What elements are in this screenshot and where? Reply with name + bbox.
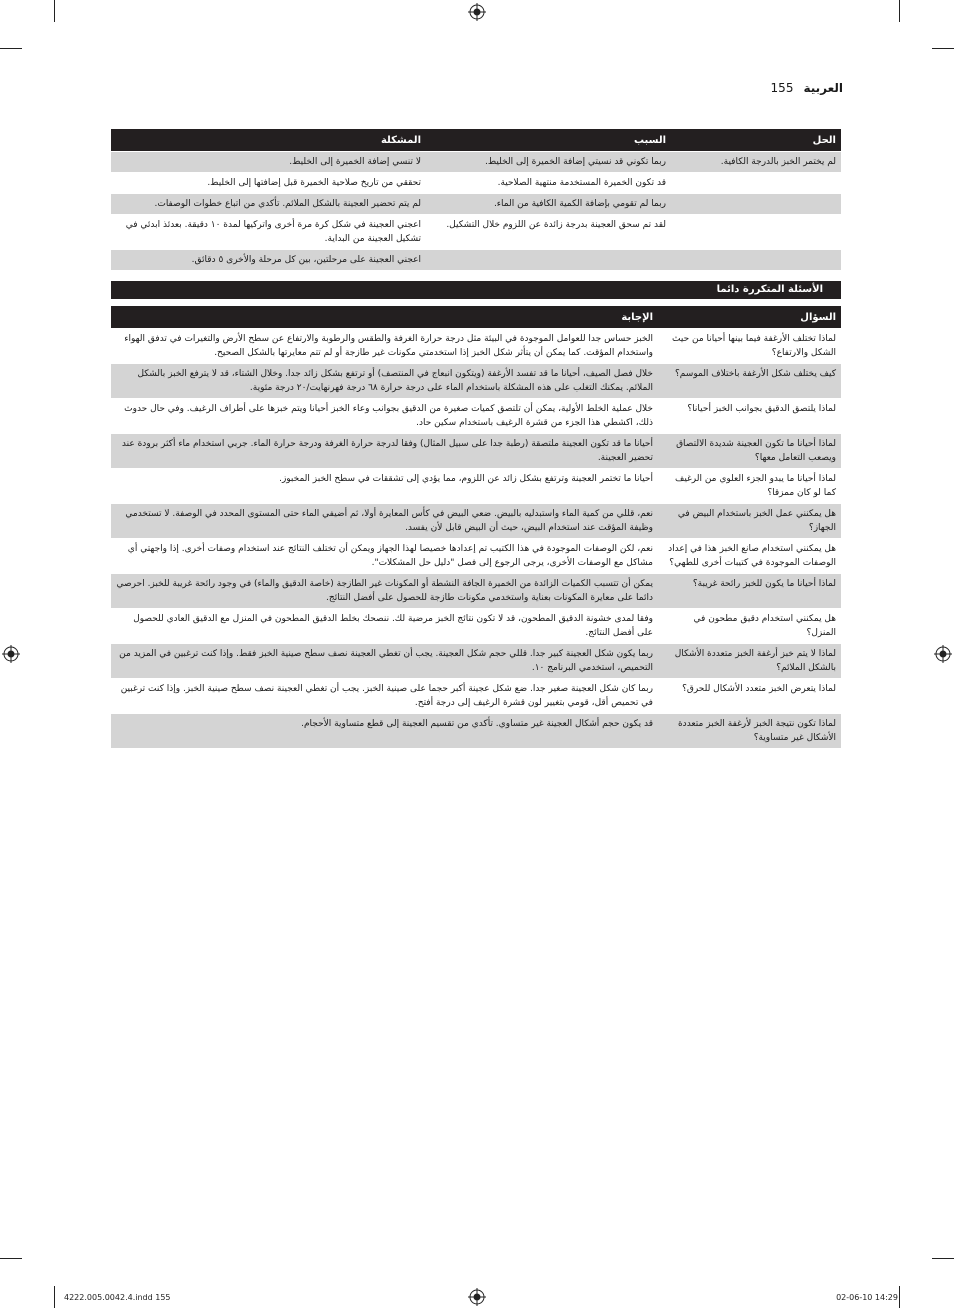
table-cell [671, 173, 841, 194]
faq-answer: ربما كان شكل العجينة صغير جدا. ضع شكل عجينة أكبر حجما على صينية الخبز. يجب أن تغطي العجينة نصف سطح صينية الخبز. وإذا كنت ترغبين في تحميص أقل، قومي بتغيير لون قشرة الرغيف إلى درجة أفتح. [111, 679, 658, 714]
table-cell [426, 250, 671, 271]
faq-question: لماذا لا يتم خبز أرغفة الخبز متعددة الأشكال بالشكل الملائم؟ [658, 644, 841, 679]
troubleshooting-table [111, 129, 841, 270]
crop-mark [54, 0, 55, 22]
crop-mark [932, 48, 954, 49]
column-header-cause: السبب [426, 129, 671, 152]
faq-answer: خلال فصل الصيف، أحيانا ما قد تفسد الأرغفة (ويتكون انبعاج في المنتصف) أو ترتفع بشكل زائد جدا. وخلال الشتاء، قد لا يترفع الخبز بالشكل الملائم. يمكنك التغلب على هذه المشكلة باستخدام الماء على درجة حرارة ٦٨ درجة فهرنهايت/٢٠ درجة مئوية. [111, 364, 658, 399]
table-cell: قد تكون الخميرة المستخدمة منتهية الصلاحية. [426, 173, 671, 194]
faq-question: هل يمكنني استخدام صانع الخبز هذا في إعداد الوصفات الموجودة في كتيبات أخرى للطهي؟ [658, 539, 841, 574]
table-cell [671, 250, 841, 271]
faq-question: لماذا يلتصق الدقيق بجوانب الخبز أحيانا؟ [658, 399, 841, 434]
table-cell [671, 194, 841, 215]
table-cell: لا تنسي إضافة الخميرة إلى الخليط. [111, 152, 426, 173]
table-cell: تحققي من تاريخ صلاحية الخميرة قبل إضافتها إلى الخليط. [111, 173, 426, 194]
column-header-problem: المشكلة [111, 129, 426, 152]
table-cell: لقد تم سحق العجينة بدرجة زائدة عن اللزوم خلال التشكيل. [426, 215, 671, 250]
table-row [111, 194, 841, 215]
table-row [111, 504, 841, 539]
language-label: العربية [803, 81, 843, 95]
table-row [111, 250, 841, 271]
faq-answer: أحيانا ما قد تكون العجينة ملتصقة (رطبة جدا على سبيل المثال) وفقا لدرجة حرارة الغرفة ودرجة حرارة الماء. جربي استخدام ماء أكثر برودة عند تحضير العجينة. [111, 434, 658, 469]
crop-mark [899, 1286, 900, 1308]
faq-answer: قد يكون حجم أشكال العجينة غير متساوي. تأكدي من تقسيم العجينة إلى قطع متساوية الأحجام. [111, 714, 658, 749]
faq-answer: أحيانا ما تختمر العجينة وترتفع بشكل زائد عن اللزوم، مما يؤدي إلى تشققات في سطح الخبز المخبوز. [111, 469, 658, 504]
page-header [771, 81, 843, 95]
table-row [111, 173, 841, 194]
table-row [111, 434, 841, 469]
faq-question: لماذا تكون نتيجة الخبز لأرغفة الخبز متعددة الأشكال غير متساوية؟ [658, 714, 841, 749]
faq-question: لماذا أحيانا ما يكون للخبز رائحة غريبة؟ [658, 574, 841, 609]
faq-section-title: الأسئلة المتكررة دائما [111, 281, 841, 299]
column-header-solution: الحل [671, 129, 841, 152]
table-row [111, 714, 841, 749]
table-cell: لم يتم تحضير العجينة بالشكل الملائم. تأكدي من اتباع خطوات الوصفات. [111, 194, 426, 215]
table-row [111, 644, 841, 679]
table-row [111, 469, 841, 504]
footer-date-time: 02-06-10 14:29 [836, 1293, 898, 1302]
faq-question: لماذا أحيانا ما تكون العجينة شديدة الالتصاق ويصعب التعامل معها؟ [658, 434, 841, 469]
faq-question: لماذا تختلف الأرغفة فيما بينها أحيانا من حيث الشكل والارتفاع؟ [658, 329, 841, 364]
table-cell: اعجني العجينة على مرحلتين، بين كل مرحلة والأخرى ٥ دقائق. [111, 250, 426, 271]
crop-mark [0, 48, 22, 49]
table-row [111, 609, 841, 644]
registration-mark-icon [2, 645, 20, 663]
registration-mark-icon [934, 645, 952, 663]
crop-mark [0, 1258, 22, 1259]
faq-answer: خلال عملية الخلط الأولية، يمكن أن تلتصق كميات صغيرة من الدقيق بجوانب وعاء الخبز أحيانا ويتم خبزها على أطراف الرغيف. وفي حال حدوث ذلك، اكشطي هذا الجزء من قشرة الرغيف باستخدام سكين حاد. [111, 399, 658, 434]
table-row [111, 364, 841, 399]
crop-mark [54, 1286, 55, 1308]
faq-answer: ربما يكون شكل العجينة كبير جدا. قللي حجم شكل العجينة. يجب أن تغطي العجينة نصف سطح صينية الخبز فقط. وإذا كنت ترغبين في المزيد من التحميص، استخدمي البرنامج ١٠. [111, 644, 658, 679]
column-header-answer: الإجابة [111, 306, 658, 329]
faq-answer: يمكن أن تتسبب الكميات الزائدة من الخميرة الجافة النشطة أو المكونات غير الطازجة (خاصة الدقيق والماء) في وجود رائحة غريبة للخبز. احرصي دائما على معايرة المكونات بعناية واستخدمي مكونات طازجة للحصول على أفضل النتائج. [111, 574, 658, 609]
faq-answer: الخبز حساس جدا للعوامل الموجودة في البيئة مثل درجة حرارة الغرفة والطقس والرطوبة والارتفاع عن سطح الأرض والتغيرات في تدفق الهواء واستخدام المؤقت. كما يمكن أن يتأثر شكل الخبز إذا استخدمتي مكونات غير طازجة أو لم تتم معايرتها بالشكل الصحيح. [111, 329, 658, 364]
registration-mark-icon [468, 1288, 486, 1306]
table-row [111, 574, 841, 609]
page-number: 155 [770, 81, 794, 95]
table-cell: لم يختمر الخبز بالدرجة الكافية. [671, 152, 841, 173]
faq-answer: نعم، لكن الوصفات الموجودة في هذا الكتيب تم إعدادها خصيصا لهذا الجهاز ويمكن أن تختلف النتائج عند استخدام وصفات أخرى. إذا واجهتي أي مشاكل مع الوصفات الأخرى، يرجى الرجوع إلى فصل "دليل حل المشكلات". [111, 539, 658, 574]
footer-file-info: 4222.005.0042.4.indd 155 [64, 1293, 171, 1302]
table-row [111, 679, 841, 714]
table-row [111, 399, 841, 434]
faq-question: هل يمكنني استخدام دقيق مطحون في المنزل؟ [658, 609, 841, 644]
table-cell: اعجني العجينة في شكل كرة مرة أخرى واتركيها لمدة ١٠ دقيقة. بعدئذ ابدئي في تشكيل العجينة من البداية. [111, 215, 426, 250]
faq-question: هل يمكنني عمل الخبز باستخدام البيض في الجهاز؟ [658, 504, 841, 539]
registration-mark-icon [468, 3, 486, 21]
table-cell: ربما لم تقومي بإضافة الكمية الكافية من الماء. [426, 194, 671, 215]
table-header-row [111, 306, 841, 329]
table-row [111, 152, 841, 173]
crop-mark [899, 0, 900, 22]
column-header-question: السؤال [658, 306, 841, 329]
faq-question: لماذا أحيانا ما يبدو الجزء العلوي من الرغيف كما لو كان ممزقا؟ [658, 469, 841, 504]
table-cell [671, 215, 841, 250]
faq-question: لماذا يتعرض الخبز متعدد الأشكال للحرق؟ [658, 679, 841, 714]
table-cell: ربما تكوني قد نسيتي إضافة الخميرة إلى الخليط. [426, 152, 671, 173]
faq-table [111, 306, 841, 748]
table-header-row [111, 129, 841, 152]
faq-answer: وفقا لمدى خشونة الدقيق المطحون، قد لا تكون نتائج الخبز مرضية لك. ننصحك بخلط الدقيق المطحون في المنزل مع الدقيق العادي للحصول على أفضل النتائج. [111, 609, 658, 644]
crop-mark [932, 1258, 954, 1259]
table-row [111, 215, 841, 250]
table-row [111, 539, 841, 574]
table-row [111, 329, 841, 364]
faq-answer: نعم، قللي من كمية الماء واستبدليه بالبيض. ضعي البيض في كأس المعايرة أولا، ثم أضيفي الماء حتى المستوى المحدد في الوصفة. لا تستخدمي وظيفة المؤقت عند استخدام البيض، حيث أن البيض قابل لأن يفسد. [111, 504, 658, 539]
faq-question: كيف يختلف شكل الأرغفة باختلاف الموسم؟ [658, 364, 841, 399]
